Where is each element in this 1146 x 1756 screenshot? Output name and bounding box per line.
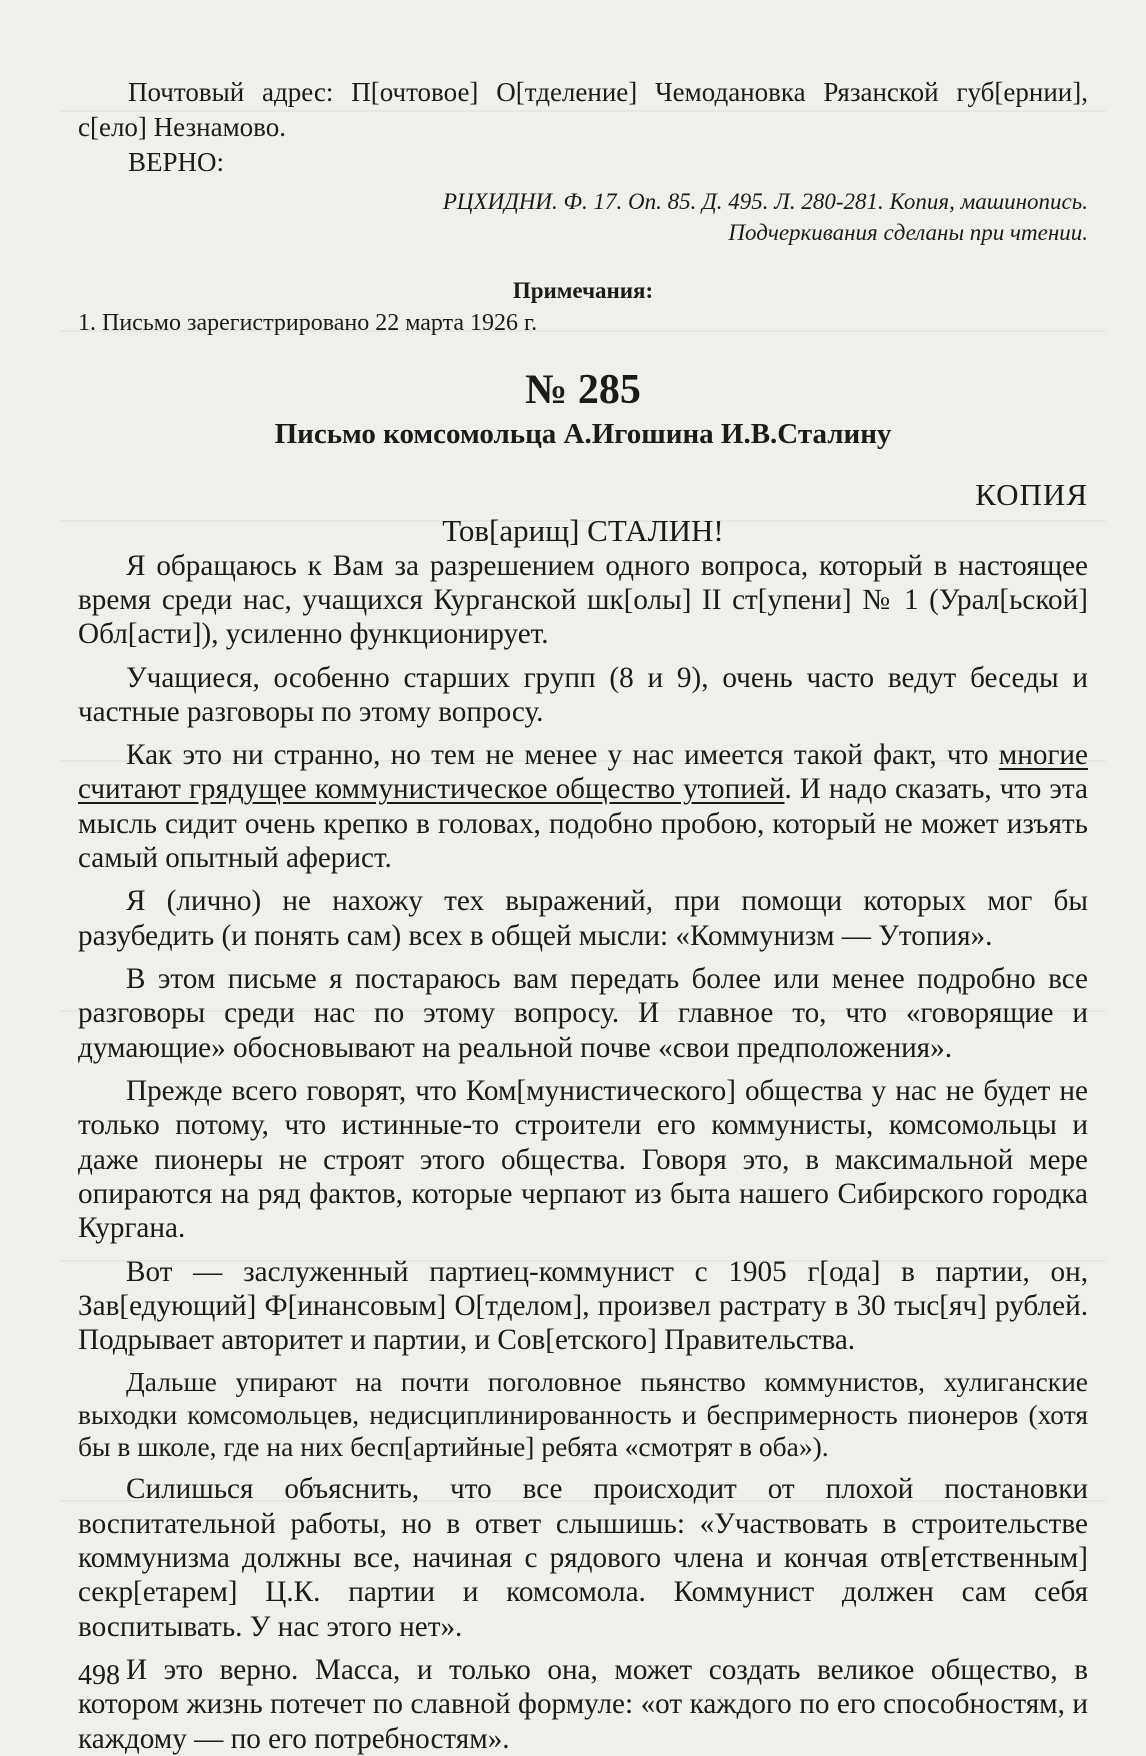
paragraph: Учащиеся, особенно старших групп (8 и 9), очень часто ведут беседы и частные разговоры по этому вопросу.	[78, 661, 1088, 728]
paragraph: В этом письме я постараюсь вам передать более или менее подробно все разговоры среди нас по этому вопросу. И главное то, что «говорящие и думающие» обосновывают на реальной почве «свои предположения».	[78, 963, 1088, 1064]
paragraph-text: Как это ни странно, но тем не менее у нас имеется такой факт, что	[126, 739, 999, 772]
paragraph: Дальше упирают на почти поголовное пьянство коммунистов, хулиганские выходки комсомольцев, недисциплинированность и беспримерность пионеров (хотя бы в школе, где на них бесп[артийные] ребята «смотрят в оба»).	[78, 1366, 1088, 1463]
archive-reference: РЦХИДНИ. Ф. 17. Оп. 85. Д. 495. Л. 280-281. Копия, машинопись.	[442, 189, 1088, 215]
page-number: 498	[78, 1660, 120, 1691]
paragraph-text: . И надо сказать, что эта мысль сидит очень крепко в головах, подобно пробою, который не может изъять самый опытный аферист.	[78, 773, 1088, 875]
bleed-line	[60, 520, 1106, 522]
document-title: Письмо комсомольца А.Игошина И.В.Сталину	[274, 417, 892, 450]
paragraph: Я (лично) не нахожу тех выражений, при помощи которых мог бы разубедить (и понять сам) всех в общей мысли: «Коммунизм — Утопия».	[78, 885, 1088, 952]
paragraph: Силишься объяснить, что все происходит от плохой постановки воспитательной работы, но в ответ слышишь: «Участвовать в строительстве коммунизма должны все, начиная с рядового члена и кончая отв[етственным] секр[етарем] Ц.К. партии и комсомола. Коммунист должен сам себя воспитывать. У нас этого нет».	[78, 1473, 1088, 1643]
verified-mark: ВЕРНО:	[128, 147, 225, 178]
notes-heading: Примечания:	[512, 278, 654, 304]
paragraph: И это верно. Масса, и только она, может создать великое общество, в котором жизнь потечет по славной формуле: «от каждого по его способностям, и каждому — по его потребностям».	[78, 1653, 1088, 1755]
bleed-line	[60, 1260, 1106, 1262]
bleed-line	[60, 330, 1106, 332]
postal-address: Почтовый адрес: П[очтовое] О[тделение] Чемодановка Рязанской губ[ернии], с[ело] Незнамово.	[78, 77, 1088, 143]
paragraph	[78, 738, 1088, 875]
underline-note: Подчеркивания сделаны при чтении.	[728, 220, 1088, 246]
paragraph: Я обращаюсь к Вам за разрешением одного вопроса, который в настоящее время среди нас, учащихся Курганской шк[олы] II ст[упени] № 1 (Урал[ьской] Обл[асти]), усиленно функционирует.	[78, 549, 1088, 651]
bleed-line	[60, 760, 1106, 762]
document-number: № 285	[525, 367, 641, 414]
bleed-line	[60, 1010, 1106, 1012]
previous-document-footer	[78, 75, 1088, 180]
copy-mark: КОПИЯ	[975, 476, 1088, 512]
letter-body	[78, 549, 1088, 1756]
archive-source	[78, 186, 1088, 248]
salutation: Тов[арищ] СТАЛИН!	[442, 512, 724, 548]
underlined-text: многие считают грядущее коммунистическое общество утопией	[78, 739, 1088, 806]
bleed-line	[60, 110, 1106, 112]
paragraph: Вот — заслуженный партиец-коммунист с 1905 г[ода] в партии, он, Зав[едующий] Ф[инансовым] О[тделом], произвел растрату в 30 тыс[яч] рублей. Подрывает авторитет и партии, и Сов[етского] Правительства.	[78, 1255, 1088, 1357]
paragraph: Прежде всего говорят, что Ком[мунистического] общества у нас не будет не только потому, что истинные-то строители его коммунисты, комсомольцы и даже пионеры не строят этого общества. Говоря это, в максимальной мере опираются на ряд фактов, которые черпают из быта нашего Сибирского городка Кургана.	[78, 1074, 1088, 1245]
bleed-line	[60, 1500, 1106, 1502]
note-item: 1. Письмо зарегистрировано 22 марта 1926 г.	[78, 310, 538, 337]
